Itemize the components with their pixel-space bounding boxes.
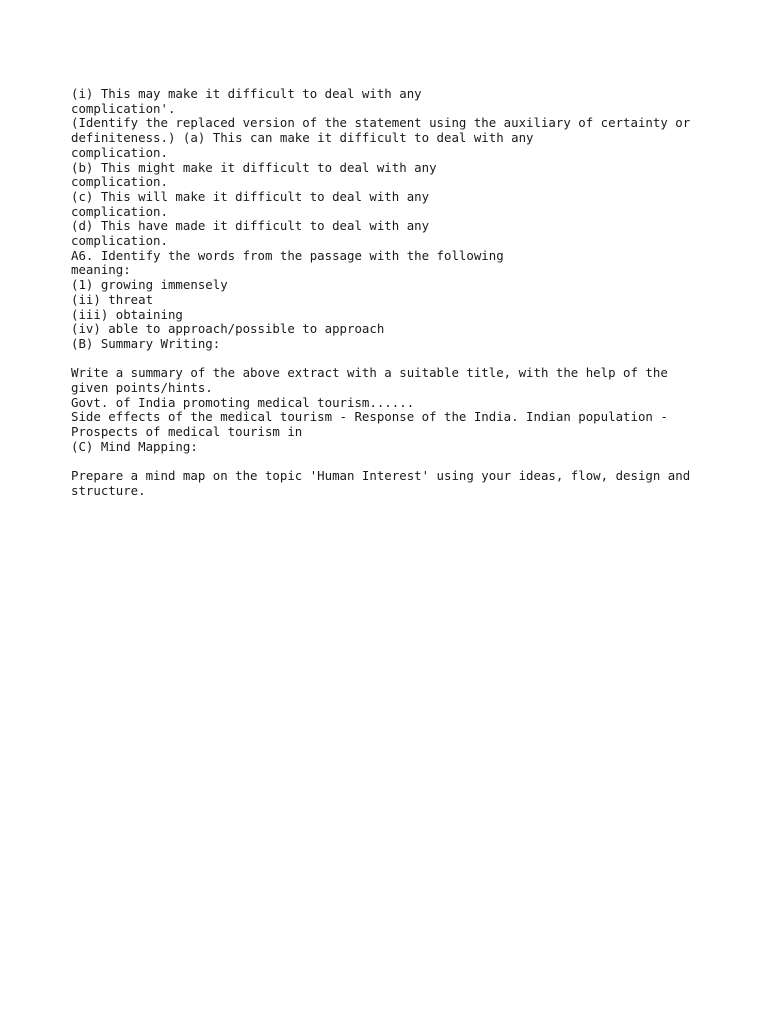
- text-line: Govt. of India promoting medical tourism......: [71, 394, 415, 410]
- text-line: Prepare a mind map on the topic 'Human Interest' using your ideas, flow, design and: [71, 468, 691, 484]
- blank-line: [71, 455, 731, 470]
- text-line: complication.: [71, 144, 168, 160]
- text-line: (d) This have made it difficult to deal with any: [71, 218, 430, 234]
- text-line: (c) This will make it difficult to deal with any: [71, 188, 430, 204]
- text-line: structure.: [71, 482, 146, 498]
- text-line: (i) This may make it difficult to deal with any: [71, 86, 422, 101]
- document-body: [71, 87, 731, 499]
- list-item: (iii) obtaining: [71, 306, 183, 322]
- section-heading-summary-writing: (B) Summary Writing:: [71, 335, 221, 351]
- blank-line: [71, 352, 731, 367]
- list-item: (iv) able to approach/possible to approach: [71, 321, 385, 337]
- list-item: (1) growing immensely: [71, 277, 228, 293]
- text-line: definiteness.) (a) This can make it difficult to deal with any: [71, 130, 534, 146]
- list-item: (ii) threat: [71, 291, 154, 307]
- text-line: (b) This might make it difficult to deal with any: [71, 159, 437, 175]
- text-line: (Identify the replaced version of the statement using the auxiliary of certainty or: [71, 115, 691, 131]
- section-heading-a6: A6. Identify the words from the passage with the following: [71, 247, 504, 263]
- text-line: meaning:: [71, 262, 131, 278]
- text-line: Side effects of the medical tourism - Response of the India. Indian population -: [71, 409, 668, 425]
- text-line: complication.: [71, 174, 168, 190]
- text-line: complication.: [71, 233, 168, 249]
- text-line: complication.: [71, 203, 168, 219]
- text-line: Write a summary of the above extract with a suitable title, with the help of the: [71, 365, 668, 381]
- text-line: given points/hints.: [71, 380, 213, 396]
- section-heading-mind-mapping: (C) Mind Mapping:: [71, 438, 198, 454]
- text-line: complication'.: [71, 100, 176, 116]
- text-line: Prospects of medical tourism in: [71, 424, 303, 440]
